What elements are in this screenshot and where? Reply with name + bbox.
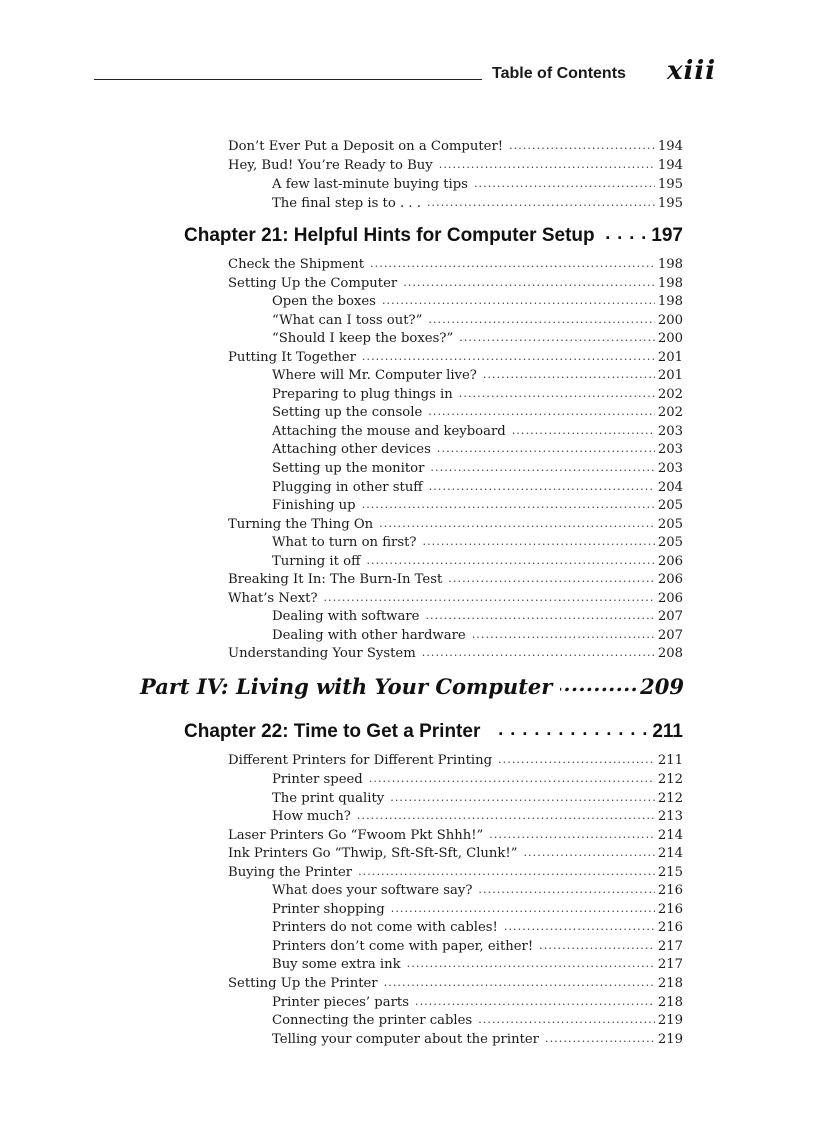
- toc-entry: [272, 918, 683, 935]
- entry-page-number: 201: [657, 350, 683, 366]
- entry-title: What to turn on first?: [272, 535, 417, 551]
- dot-leader: [379, 515, 655, 528]
- entry-title: Don’t Ever Put a Deposit on a Computer!: [228, 139, 504, 155]
- entry-page-number: 212: [657, 791, 683, 807]
- toc-entry: [228, 826, 683, 843]
- toc-entry: [228, 570, 683, 587]
- entry-page-number: 211: [657, 753, 683, 769]
- entry-title: Connecting the printer cables: [272, 1013, 473, 1029]
- toc-entry: [228, 348, 683, 365]
- toc-entry: [272, 1030, 683, 1047]
- entry-title: Attaching other devices: [272, 442, 431, 458]
- header-rule: [94, 79, 482, 80]
- dot-leader: [459, 385, 655, 398]
- dot-leader: [523, 844, 654, 857]
- toc-entry: [272, 440, 683, 457]
- dot-leader: [490, 718, 648, 737]
- chapter-heading: [184, 222, 683, 247]
- entry-page-number: 204: [657, 480, 683, 496]
- entry-page-number: 214: [657, 846, 683, 862]
- dot-leader: [539, 937, 655, 950]
- toc-entry: [228, 974, 683, 991]
- entry-title: Turning the Thing On: [228, 517, 374, 533]
- entry-page-number: 200: [657, 313, 683, 329]
- entry-page-number: 214: [657, 828, 683, 844]
- entry-title: Setting up the console: [272, 405, 423, 421]
- toc-entry: [272, 422, 683, 439]
- entry-page-number: 206: [657, 572, 683, 588]
- dot-leader: [483, 366, 655, 379]
- entry-page-number: 217: [657, 939, 683, 955]
- toc-entry: [272, 403, 683, 420]
- dot-leader: [498, 751, 655, 764]
- toc-entry: [272, 329, 683, 346]
- dot-leader: [362, 348, 655, 361]
- entry-page-number: 194: [657, 158, 683, 174]
- entry-page-number: 216: [657, 883, 683, 899]
- toc-entry: [272, 955, 683, 972]
- toc-entry: [272, 496, 683, 513]
- dot-leader: [472, 626, 655, 639]
- toc-entry: [272, 552, 683, 569]
- chapter-heading: [184, 718, 683, 743]
- entry-page-number: 195: [657, 177, 683, 193]
- entry-title: Setting Up the Printer: [228, 976, 378, 992]
- entry-page-number: 209: [640, 674, 684, 699]
- toc-entry: [272, 1011, 683, 1028]
- dot-leader: [478, 1011, 655, 1024]
- toc-entry: [228, 844, 683, 861]
- dot-leader: [512, 422, 655, 435]
- toc-entry: [228, 156, 683, 173]
- dot-leader: [390, 789, 655, 802]
- entry-page-number: 200: [657, 331, 683, 347]
- entry-page-number: 198: [657, 257, 683, 273]
- entry-page-number: 213: [657, 809, 683, 825]
- entry-title: Plugging in other stuff: [272, 480, 423, 496]
- entry-title: Buy some extra ink: [272, 957, 401, 973]
- toc-entry: [272, 478, 683, 495]
- dot-leader: [384, 974, 655, 987]
- toc-entry: [272, 900, 683, 917]
- toc-entry: [272, 993, 683, 1010]
- entry-page-number: 201: [657, 368, 683, 384]
- dot-leader: [357, 807, 655, 820]
- part-heading: [140, 673, 684, 699]
- dot-leader: [370, 255, 655, 268]
- dot-leader: [430, 459, 654, 472]
- entry-page-number: 194: [657, 139, 683, 155]
- toc-entry: [228, 274, 683, 291]
- entry-page-number: 208: [657, 646, 683, 662]
- dot-leader: [324, 589, 655, 602]
- dot-leader: [437, 440, 655, 453]
- entry-page-number: 207: [657, 609, 683, 625]
- dot-leader: [415, 993, 655, 1006]
- dot-leader: [429, 478, 655, 491]
- dot-leader: [478, 881, 654, 894]
- entry-title: What’s Next?: [228, 591, 318, 607]
- entry-title: Laser Printers Go “Fwoom Pkt Shhh!”: [228, 828, 484, 844]
- dot-leader: [474, 175, 655, 188]
- toc-entry: [272, 292, 683, 309]
- entry-title: Dealing with software: [272, 609, 420, 625]
- toc-entry: [228, 644, 683, 661]
- entry-page-number: 198: [657, 276, 683, 292]
- entry-title: The print quality: [272, 791, 385, 807]
- entry-title: Printer speed: [272, 772, 363, 788]
- entry-page-number: 206: [657, 554, 683, 570]
- toc-entry: [272, 533, 683, 550]
- toc-entry: [228, 863, 683, 880]
- entry-title: How much?: [272, 809, 351, 825]
- entry-page-number: 202: [657, 387, 683, 403]
- entry-page-number: 205: [657, 517, 683, 533]
- entry-page-number: 219: [657, 1032, 683, 1048]
- dot-leader: [366, 552, 654, 565]
- dot-leader: [459, 329, 655, 342]
- dot-leader: [560, 673, 638, 694]
- entry-title: Putting It Together: [228, 350, 356, 366]
- toc-entry: [272, 626, 683, 643]
- toc-entry: [272, 194, 683, 211]
- entry-title: Open the boxes: [272, 294, 376, 310]
- toc-entry: [272, 807, 683, 824]
- entry-title: Dealing with other hardware: [272, 628, 466, 644]
- entry-title: Chapter 21: Helpful Hints for Computer Setup: [184, 225, 595, 246]
- entry-page-number: 206: [657, 591, 683, 607]
- toc-entry: [272, 311, 683, 328]
- dot-leader: [422, 533, 654, 546]
- entry-page-number: 211: [652, 721, 683, 742]
- entry-title: A few last-minute buying tips: [272, 177, 468, 193]
- entry-page-number: 202: [657, 405, 683, 421]
- entry-page-number: 195: [657, 196, 683, 212]
- entry-title: Telling your computer about the printer: [272, 1032, 539, 1048]
- entry-title: Setting Up the Computer: [228, 276, 398, 292]
- entry-title: “What can I toss out?”: [272, 313, 423, 329]
- dot-leader: [489, 826, 655, 839]
- entry-title: Finishing up: [272, 498, 356, 514]
- entry-title: Setting up the monitor: [272, 461, 425, 477]
- dot-leader: [425, 607, 654, 620]
- dot-leader: [427, 194, 655, 207]
- entry-title: Ink Printers Go “Thwip, Sft-Sft-Sft, Clunk!”: [228, 846, 518, 862]
- dot-leader: [439, 156, 655, 169]
- dot-leader: [422, 644, 655, 657]
- toc-entry: [228, 255, 683, 272]
- entry-page-number: 203: [657, 442, 683, 458]
- toc-entry: [272, 770, 683, 787]
- entry-page-number: 197: [651, 225, 683, 246]
- entry-title: Check the Shipment: [228, 257, 365, 273]
- dot-leader: [545, 1030, 655, 1043]
- entry-title: Printers don’t come with paper, either!: [272, 939, 534, 955]
- toc-entry: [272, 937, 683, 954]
- entry-page-number: 216: [657, 902, 683, 918]
- entry-title: “Should I keep the boxes?”: [272, 331, 454, 347]
- toc-entry: [272, 459, 683, 476]
- toc-entry: [272, 366, 683, 383]
- entry-page-number: 218: [657, 995, 683, 1011]
- dot-leader: [407, 955, 655, 968]
- dot-leader: [605, 222, 648, 241]
- toc-entry: [272, 385, 683, 402]
- entry-title: The final step is to . . .: [272, 196, 421, 212]
- entry-title: Printer pieces’ parts: [272, 995, 409, 1011]
- entry-page-number: 218: [657, 976, 683, 992]
- entry-title: Different Printers for Different Printing: [228, 753, 493, 769]
- entry-title: What does your software say?: [272, 883, 473, 899]
- dot-leader: [403, 274, 655, 287]
- entry-title: Attaching the mouse and keyboard: [272, 424, 506, 440]
- entry-title: Part IV: Living with Your Computer: [140, 674, 553, 699]
- toc-entry: [228, 589, 683, 606]
- toc-entry: [272, 175, 683, 192]
- header-section-title: Table of Contents: [492, 65, 626, 82]
- dot-leader: [362, 496, 655, 509]
- dot-leader: [504, 918, 655, 931]
- header-page-number: xiii: [667, 56, 717, 86]
- entry-page-number: 203: [657, 461, 683, 477]
- entry-page-number: 205: [657, 498, 683, 514]
- entry-page-number: 212: [657, 772, 683, 788]
- dot-leader: [509, 137, 655, 150]
- dot-leader: [391, 900, 655, 913]
- entry-page-number: 215: [657, 865, 683, 881]
- dot-leader: [358, 863, 655, 876]
- entry-page-number: 205: [657, 535, 683, 551]
- entry-page-number: 219: [657, 1013, 683, 1029]
- entry-title: Preparing to plug things in: [272, 387, 453, 403]
- entry-page-number: 216: [657, 920, 683, 936]
- dot-leader: [428, 403, 655, 416]
- entry-title: Printer shopping: [272, 902, 385, 918]
- entry-page-number: 203: [657, 424, 683, 440]
- toc-entry: [228, 515, 683, 532]
- entry-page-number: 207: [657, 628, 683, 644]
- dot-leader: [448, 570, 655, 583]
- entry-page-number: 198: [657, 294, 683, 310]
- entry-title: Printers do not come with cables!: [272, 920, 498, 936]
- running-header: [94, 56, 724, 92]
- toc-entry: [272, 607, 683, 624]
- toc-entry: [228, 137, 683, 154]
- dot-leader: [369, 770, 655, 783]
- entry-page-number: 217: [657, 957, 683, 973]
- entry-title: Chapter 22: Time to Get a Printer: [184, 721, 481, 742]
- toc-entry: [272, 881, 683, 898]
- toc-entry: [228, 751, 683, 768]
- entry-title: Buying the Printer: [228, 865, 353, 881]
- entry-title: Where will Mr. Computer live?: [272, 368, 477, 384]
- toc-entry: [272, 789, 683, 806]
- entry-title: Hey, Bud! You’re Ready to Buy: [228, 158, 433, 174]
- entry-title: Understanding Your System: [228, 646, 416, 662]
- entry-title: Turning it off: [272, 554, 361, 570]
- dot-leader: [382, 292, 655, 305]
- entry-title: Breaking It In: The Burn-In Test: [228, 572, 443, 588]
- dot-leader: [428, 311, 654, 324]
